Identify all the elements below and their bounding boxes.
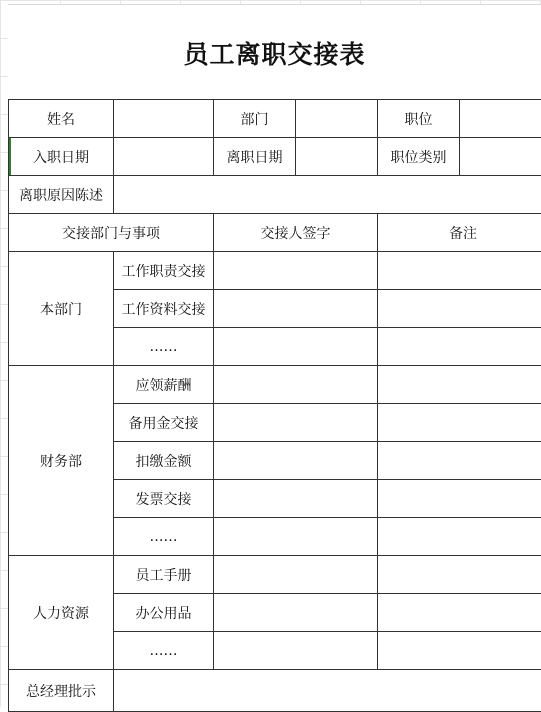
item-label: 发票交接: [114, 480, 214, 518]
table-row: [9, 366, 541, 404]
signature-cell[interactable]: [214, 328, 378, 366]
item-label: 应领薪酬: [114, 366, 214, 404]
remark-cell[interactable]: [378, 556, 541, 594]
value-name[interactable]: [114, 100, 214, 138]
label-position-category: 职位类别: [378, 138, 460, 176]
header-dept-items: 交接部门与事项: [9, 214, 214, 252]
value-gm-approval[interactable]: [114, 670, 541, 712]
signature-cell[interactable]: [214, 480, 378, 518]
dept-hr: 人力资源: [9, 556, 114, 670]
info-row-1: [9, 100, 541, 138]
header-signature: 交接人签字: [214, 214, 378, 252]
label-position: 职位: [378, 100, 460, 138]
label-hire-date: 入职日期: [9, 138, 114, 176]
item-label: 工作职责交接: [114, 252, 214, 290]
approval-row: [9, 670, 541, 712]
label-gm-approval: 总经理批示: [9, 670, 114, 712]
remark-cell[interactable]: [378, 404, 541, 442]
value-leave-reason[interactable]: [114, 176, 541, 214]
label-leave-reason: 离职原因陈述: [9, 176, 114, 214]
table-row: [9, 252, 541, 290]
reason-row: [9, 176, 541, 214]
item-label: ……: [114, 518, 214, 556]
remark-cell[interactable]: [378, 518, 541, 556]
item-label: 员工手册: [114, 556, 214, 594]
signature-cell[interactable]: [214, 594, 378, 632]
value-leave-date[interactable]: [296, 138, 378, 176]
item-label: 扣缴金额: [114, 442, 214, 480]
remark-cell[interactable]: [378, 328, 541, 366]
value-department[interactable]: [296, 100, 378, 138]
label-department: 部门: [214, 100, 296, 138]
table-row: [9, 556, 541, 594]
handover-header-row: [9, 214, 541, 252]
signature-cell[interactable]: [214, 518, 378, 556]
header-remarks: 备注: [378, 214, 541, 252]
value-position-category[interactable]: [460, 138, 541, 176]
signature-cell[interactable]: [214, 404, 378, 442]
item-label: 备用金交接: [114, 404, 214, 442]
label-name: 姓名: [9, 100, 114, 138]
item-label: 工作资料交接: [114, 290, 214, 328]
info-row-2: [9, 138, 541, 176]
item-label: 办公用品: [114, 594, 214, 632]
signature-cell[interactable]: [214, 632, 378, 670]
remark-cell[interactable]: [378, 594, 541, 632]
remark-cell[interactable]: [378, 632, 541, 670]
title-cell[interactable]: [8, 4, 541, 100]
handover-form-table: [8, 99, 541, 712]
dept-finance: 财务部: [9, 366, 114, 556]
value-hire-date[interactable]: [114, 138, 214, 176]
remark-cell[interactable]: [378, 252, 541, 290]
label-leave-date: 离职日期: [214, 138, 296, 176]
value-position[interactable]: [460, 100, 541, 138]
item-label: ……: [114, 632, 214, 670]
remark-cell[interactable]: [378, 366, 541, 404]
page-title: 员工离职交接表: [183, 35, 365, 71]
item-label: ……: [114, 328, 214, 366]
signature-cell[interactable]: [214, 252, 378, 290]
signature-cell[interactable]: [214, 366, 378, 404]
signature-cell[interactable]: [214, 556, 378, 594]
remark-cell[interactable]: [378, 290, 541, 328]
signature-cell[interactable]: [214, 290, 378, 328]
signature-cell[interactable]: [214, 442, 378, 480]
remark-cell[interactable]: [378, 442, 541, 480]
remark-cell[interactable]: [378, 480, 541, 518]
dept-own: 本部门: [9, 252, 114, 366]
